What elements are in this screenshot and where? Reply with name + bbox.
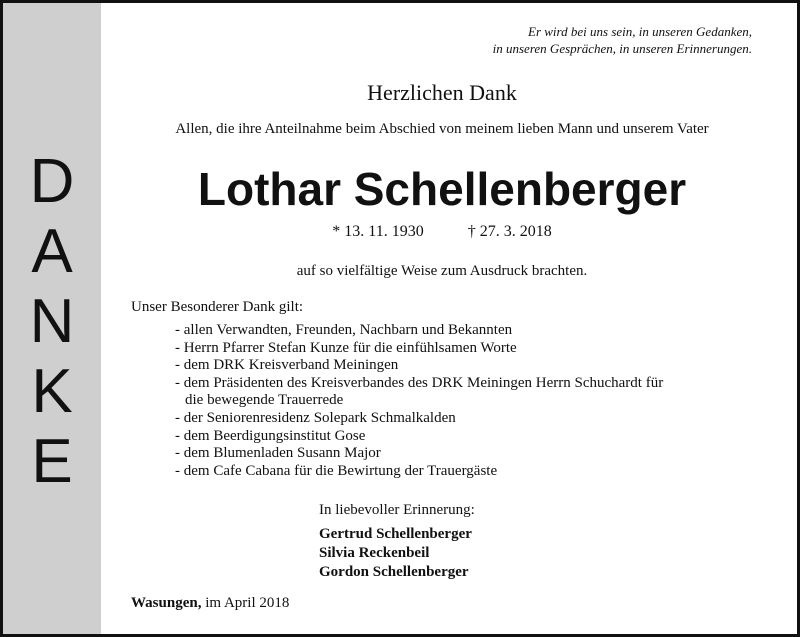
side-letter-d: D [29, 147, 75, 216]
side-letter-n: N [29, 287, 75, 356]
heading: Herzlichen Dank [367, 80, 517, 105]
deceased-name: Lothar Schellenberger [197, 163, 687, 215]
list-item: - dem Cafe Cabana für die Bewirtung der Trauergäste [175, 462, 498, 479]
motto-line-1: Er wird bei uns sein, in unseren Gedanken, [528, 24, 752, 39]
list-item: - dem Präsidenten des Kreisverbandes des DRK Meiningen Herrn Schuchardt für [175, 374, 664, 391]
signers-list [319, 525, 472, 582]
signer-name: Gordon Schellenberger [319, 564, 469, 580]
side-letter-a: A [31, 217, 73, 286]
death-date: † 27. 3. 2018 [467, 223, 552, 240]
signer-name: Silvia Reckenbeil [319, 545, 430, 561]
motto-line-2: in unseren Gesprächen, in unseren Erinnerungen. [492, 41, 752, 56]
list-item: - dem Blumenladen Susann Major [175, 445, 381, 462]
list-item: - dem Beerdigungsinstitut Gose [175, 427, 366, 444]
birth-date: * 13. 11. 1930 [332, 223, 424, 240]
list-item: - der Seniorenresidenz Solepark Schmalkalden [175, 409, 456, 426]
side-letter-k: K [31, 357, 73, 426]
list-item: - Herrn Pfarrer Stefan Kunze für die einfühlsamen Worte [175, 339, 517, 356]
signer-name: Gertrud Schellenberger [319, 526, 472, 542]
place-date [131, 594, 289, 613]
special-thanks-title: Unser Besonderer Dank gilt: [131, 299, 304, 315]
list-item: - dem DRK Kreisverband Meiningen [175, 357, 399, 374]
remembrance-label: In liebevoller Erinnerung: [319, 502, 475, 518]
list-item: - allen Verwandten, Freunden, Nachbarn und Bekannten [175, 322, 513, 338]
intro-text: Allen, die ihre Anteilnahme beim Abschied von meinem lieben Mann und unserem Vater [175, 121, 709, 137]
date: im April 2018 [201, 595, 290, 611]
thanks-list [175, 322, 663, 480]
place: Wasungen, [131, 595, 202, 611]
side-letter-e: E [31, 427, 73, 496]
motto-quote [332, 23, 752, 57]
side-banner [3, 3, 101, 634]
list-item: die bewegende Trauerrede [185, 392, 344, 409]
expression-text: auf so vielfältige Weise zum Ausdruck brachten. [296, 263, 588, 279]
life-dates [101, 222, 783, 242]
